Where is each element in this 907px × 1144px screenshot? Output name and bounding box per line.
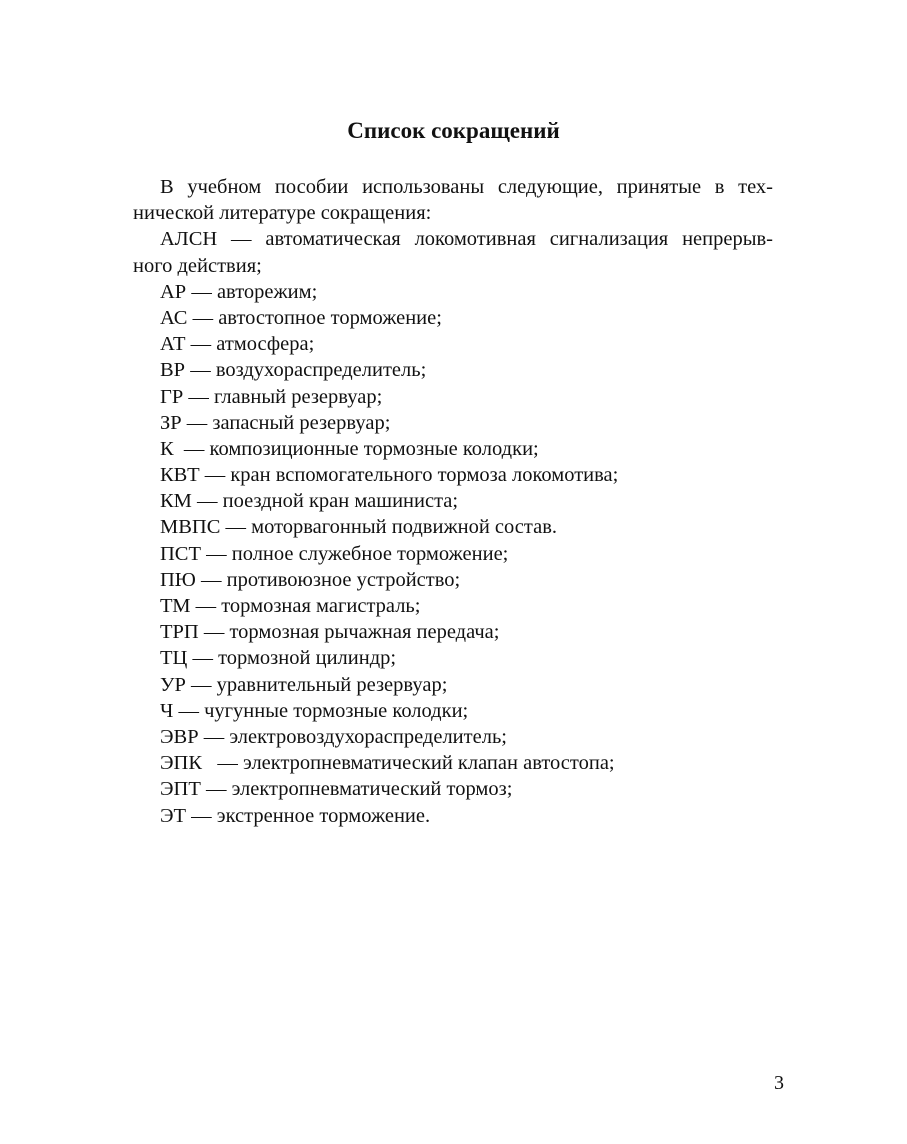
abbreviation-entry-continuation: ного действия; bbox=[133, 254, 262, 277]
abbreviation-entry: АЛСН — автоматическая локомотивная сигнализация непрерыв- bbox=[160, 228, 773, 251]
abbreviation-entry: КМ — поездной кран машиниста; bbox=[160, 490, 459, 513]
abbreviation-entry: ТРП — тормозная рычажная передача; bbox=[160, 621, 500, 644]
abbreviation-entry: Ч — чугунные тормозные колодки; bbox=[160, 699, 469, 722]
abbreviation-entry: ПЮ — противоюзное устройство; bbox=[160, 568, 461, 591]
page-number: 3 bbox=[774, 1072, 784, 1094]
abbreviation-entry: ЭВР — электровоздухораспределитель; bbox=[160, 725, 507, 748]
abbreviation-entry: АР — авторежим; bbox=[160, 280, 318, 303]
abbreviation-entry: АС — автостопное торможение; bbox=[160, 306, 442, 329]
abbreviations-list bbox=[133, 174, 773, 829]
abbreviation-entry: МВПС — моторвагонный подвижной состав. bbox=[160, 516, 557, 539]
abbreviation-entry: ВР — воздухораспределитель; bbox=[160, 359, 427, 382]
abbreviation-entry: ГР — главный резервуар; bbox=[160, 385, 383, 408]
abbreviation-entry: К — композиционные тормозные колодки; bbox=[160, 437, 539, 460]
intro-line: нической литературе сокращения: bbox=[133, 202, 432, 225]
abbreviation-entry: ЭПТ — электропневматический тормоз; bbox=[160, 778, 513, 801]
abbreviation-entry: АТ — атмосфера; bbox=[160, 333, 315, 356]
abbreviation-entry: ЗР — запасный резервуар; bbox=[160, 411, 391, 434]
abbreviation-entry: УР — уравнительный резервуар; bbox=[160, 673, 448, 696]
abbreviation-entry: ЭТ — экстренное торможение. bbox=[160, 804, 431, 827]
abbreviation-entry: ЭПК — электропневматический клапан автостопа; bbox=[160, 752, 615, 775]
page-title: Список сокращений bbox=[347, 118, 560, 143]
abbreviation-entry: ТЦ — тормозной цилиндр; bbox=[160, 647, 397, 670]
abbreviation-entry: КВТ — кран вспомогательного тормоза локомотива; bbox=[160, 464, 619, 487]
abbreviation-entry: ТМ — тормозная магистраль; bbox=[160, 595, 421, 617]
abbreviation-entry: ПСТ — полное служебное торможение; bbox=[160, 542, 509, 565]
intro-line: В учебном пособии использованы следующие, принятые в тех- bbox=[160, 176, 773, 198]
